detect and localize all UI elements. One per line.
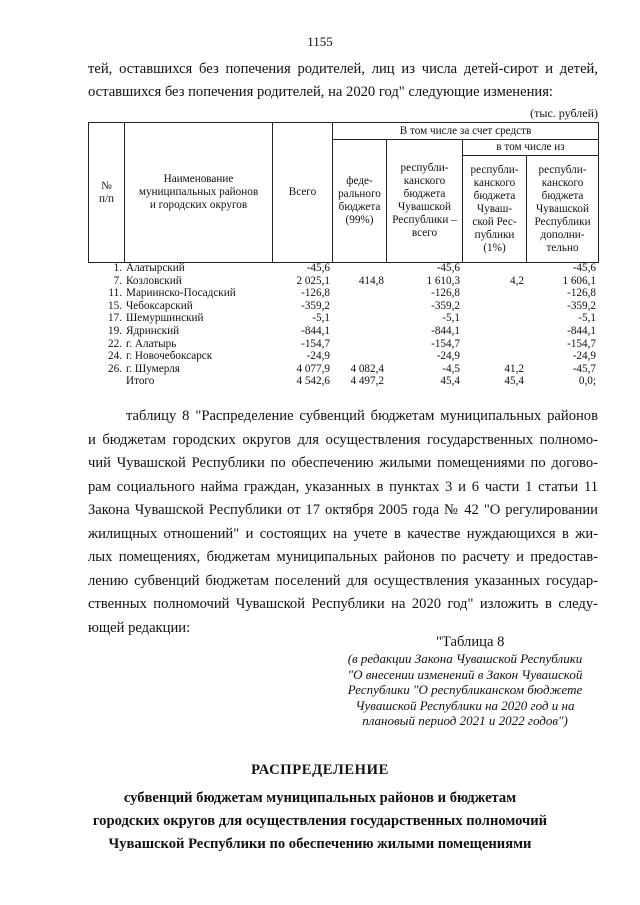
table-row (88, 363, 598, 376)
table-body (88, 262, 598, 388)
table-row (88, 338, 598, 351)
table-label: "Таблица 8 (436, 634, 505, 650)
cell-republic-additional: -45,6 (572, 262, 596, 274)
table-row (88, 262, 598, 275)
body-line: чий Чувашской Республики по обеспечению жилыми помещениями по догово- (88, 455, 598, 471)
table-row (88, 350, 598, 363)
header-name: Наименование муниципальных районов и городских округов (125, 123, 273, 263)
cell-num (88, 375, 124, 388)
table-row (88, 300, 598, 313)
subtitle-line: субвенций бюджетам муниципальных районов и бюджетам (123, 790, 517, 806)
cell-name: Чебоксарский (126, 299, 193, 312)
distribution-title: РАСПРЕДЕЛЕНИЕ (251, 762, 389, 778)
cell-num: 26. (108, 362, 122, 375)
cell-total: 2 025,1 (296, 274, 330, 287)
cell-republic-1pct (462, 312, 526, 325)
cell-republic-additional: -844,1 (567, 324, 596, 337)
cell-federal (332, 287, 386, 300)
header-federal: феде- рального бюджета (99%) (333, 140, 387, 263)
cell-name: Козловский (126, 274, 182, 287)
cell-total: -844,1 (301, 324, 330, 337)
subtitle-line: Чувашской Республики по обеспечению жилыми помещениями (108, 836, 532, 852)
cell-republic-1pct (462, 338, 526, 351)
cell-republic-1pct (462, 350, 526, 363)
cell-republic-total: -5,1 (442, 312, 460, 325)
cell-federal: 414,8 (358, 274, 384, 287)
cell-federal (332, 338, 386, 351)
edition-line: плановый период 2021 и 2022 годов") (362, 713, 568, 728)
cell-republic-1pct (462, 287, 526, 300)
cell-name: Алатырский (126, 262, 185, 274)
cell-republic-total: -154,7 (431, 337, 460, 350)
cell-federal: 4 082,4 (350, 362, 384, 375)
cell-num: 15. (108, 299, 122, 312)
cell-republic-1pct (462, 325, 526, 338)
cell-name: г. Шумерля (126, 362, 180, 375)
body-line: таблицу 8 "Распределение субвенций бюджетам муниципальных районов (126, 408, 598, 424)
cell-republic-additional: -24,9 (572, 350, 596, 363)
intro-paragraph (88, 58, 598, 104)
cell-republic-1pct: 45,4 (504, 375, 524, 388)
cell-name: Шемуршинский (126, 312, 204, 325)
header-including: В том числе за счет средств (333, 123, 599, 140)
edition-note (330, 651, 600, 729)
body-line: ственных полномочий Чувашской Республики на 2020 год" изложить в следу- (88, 596, 598, 612)
cell-republic-1pct: 41,2 (504, 362, 524, 375)
cell-num: 22. (108, 337, 122, 350)
cell-republic-additional: -126,8 (567, 287, 596, 300)
body-line: лых помещениях, бюджетам муниципальных районов по расчету и предостав- (88, 549, 598, 565)
header-num: № п/п (89, 123, 125, 263)
cell-total: -45,6 (306, 262, 330, 274)
cell-name: Итого (126, 375, 155, 388)
table-row (88, 287, 598, 300)
cell-name: Мариинско-Посадский (126, 287, 236, 300)
cell-name: г. Алатырь (126, 337, 177, 350)
cell-total: -24,9 (306, 350, 330, 363)
header-republic-additional: республи- канского бюджета Чувашской Республики дополни- тельно (527, 156, 599, 263)
cell-republic-additional: -359,2 (567, 299, 596, 312)
cell-total: -154,7 (301, 337, 330, 350)
cell-republic-additional: -45,7 (572, 362, 596, 375)
header-total: Всего (273, 123, 333, 263)
header-republic-total: республи- канского бюджета Чувашской Республики – всего (387, 140, 463, 263)
cell-republic-total: 1 610,3 (426, 274, 460, 287)
intro-line: оставшихся без попечения родителей, на 2020 год" следующие изменения: (88, 84, 553, 100)
edition-line: "О внесении изменений в Закон Чувашской (347, 666, 583, 682)
distribution-subtitle (0, 787, 640, 856)
cell-republic-total: -24,9 (436, 350, 460, 363)
cell-republic-1pct (462, 300, 526, 313)
cell-republic-total: -126,8 (431, 287, 460, 300)
body-line: Закона Чувашской Республики от 17 октября 2005 года № 42 "О регулировании (88, 502, 598, 518)
edition-line: (в редакции Закона Чувашской Республики (347, 651, 583, 666)
page-number: 1155 (307, 34, 333, 49)
body-line: лению субвенций бюджетам поселений для осуществления указанных государ- (88, 572, 598, 589)
edition-line: Чувашской Республики на 2020 год и на (355, 697, 575, 713)
cell-republic-additional: -154,7 (567, 337, 596, 350)
table-row (88, 375, 598, 388)
cell-federal: 4 497,2 (350, 375, 384, 388)
cell-name: Ядринский (126, 324, 180, 337)
cell-num: 1. (113, 262, 122, 274)
cell-republic-total: 45,4 (440, 375, 460, 388)
cell-republic-total: -45,6 (436, 262, 460, 274)
cell-republic-total: -4,5 (442, 362, 460, 375)
cell-num: 11. (108, 287, 122, 300)
cell-num: 24. (108, 350, 122, 363)
cell-total: -5,1 (312, 312, 330, 325)
units-label: (тыс. рублей) (530, 106, 598, 120)
cell-federal (332, 325, 386, 338)
body-line: и бюджетам городских округов для осуществления государственных полномо- (88, 431, 598, 448)
cell-total: 4 077,9 (296, 362, 330, 375)
cell-federal (332, 350, 386, 363)
cell-republic-total: -359,2 (431, 299, 460, 312)
cell-num: 19. (108, 324, 122, 337)
body-line: рам социального найма граждан, указанных в пунктах 3 и 6 части 1 статьи 11 (88, 478, 598, 495)
cell-federal (332, 300, 386, 313)
cell-federal (332, 262, 386, 275)
header-of-which: в том числе из (463, 140, 599, 156)
cell-republic-1pct (462, 262, 526, 275)
intro-line: тей, оставшихся без попечения родителей, лиц из числа детей-сирот и детей, (88, 61, 598, 77)
cell-republic-additional: 0,0; (578, 375, 596, 388)
cell-republic-additional: 1 606,1 (562, 274, 596, 287)
cell-republic-1pct: 4,2 (510, 274, 524, 287)
cell-republic-additional: -5,1 (578, 312, 596, 325)
cell-total: -126,8 (301, 287, 330, 300)
cell-total: -359,2 (301, 299, 330, 312)
edition-line: Республики "О республиканском бюджете (347, 682, 583, 697)
cell-federal (332, 312, 386, 325)
cell-republic-total: -844,1 (431, 324, 460, 337)
table-row (88, 325, 598, 338)
cell-total: 4 542,6 (296, 375, 330, 388)
body-paragraph (88, 405, 598, 640)
body-line: ющей редакции: (88, 619, 191, 636)
cell-num: 17. (108, 312, 122, 325)
cell-name: г. Новочебоксарск (126, 350, 213, 363)
cell-num: 7. (113, 274, 122, 287)
header-republic-1pct: республи- канского бюджета Чуваш- ской Рес- публики (1%) (463, 156, 527, 263)
subtitle-line: городских округов для осуществления государственных полномочий (92, 813, 548, 829)
table-header (88, 122, 599, 263)
table-row (88, 275, 598, 288)
table-row (88, 312, 598, 325)
body-line: жилищных отношений" и состоящих на учете в качестве нуждающихся в жи- (88, 525, 598, 542)
